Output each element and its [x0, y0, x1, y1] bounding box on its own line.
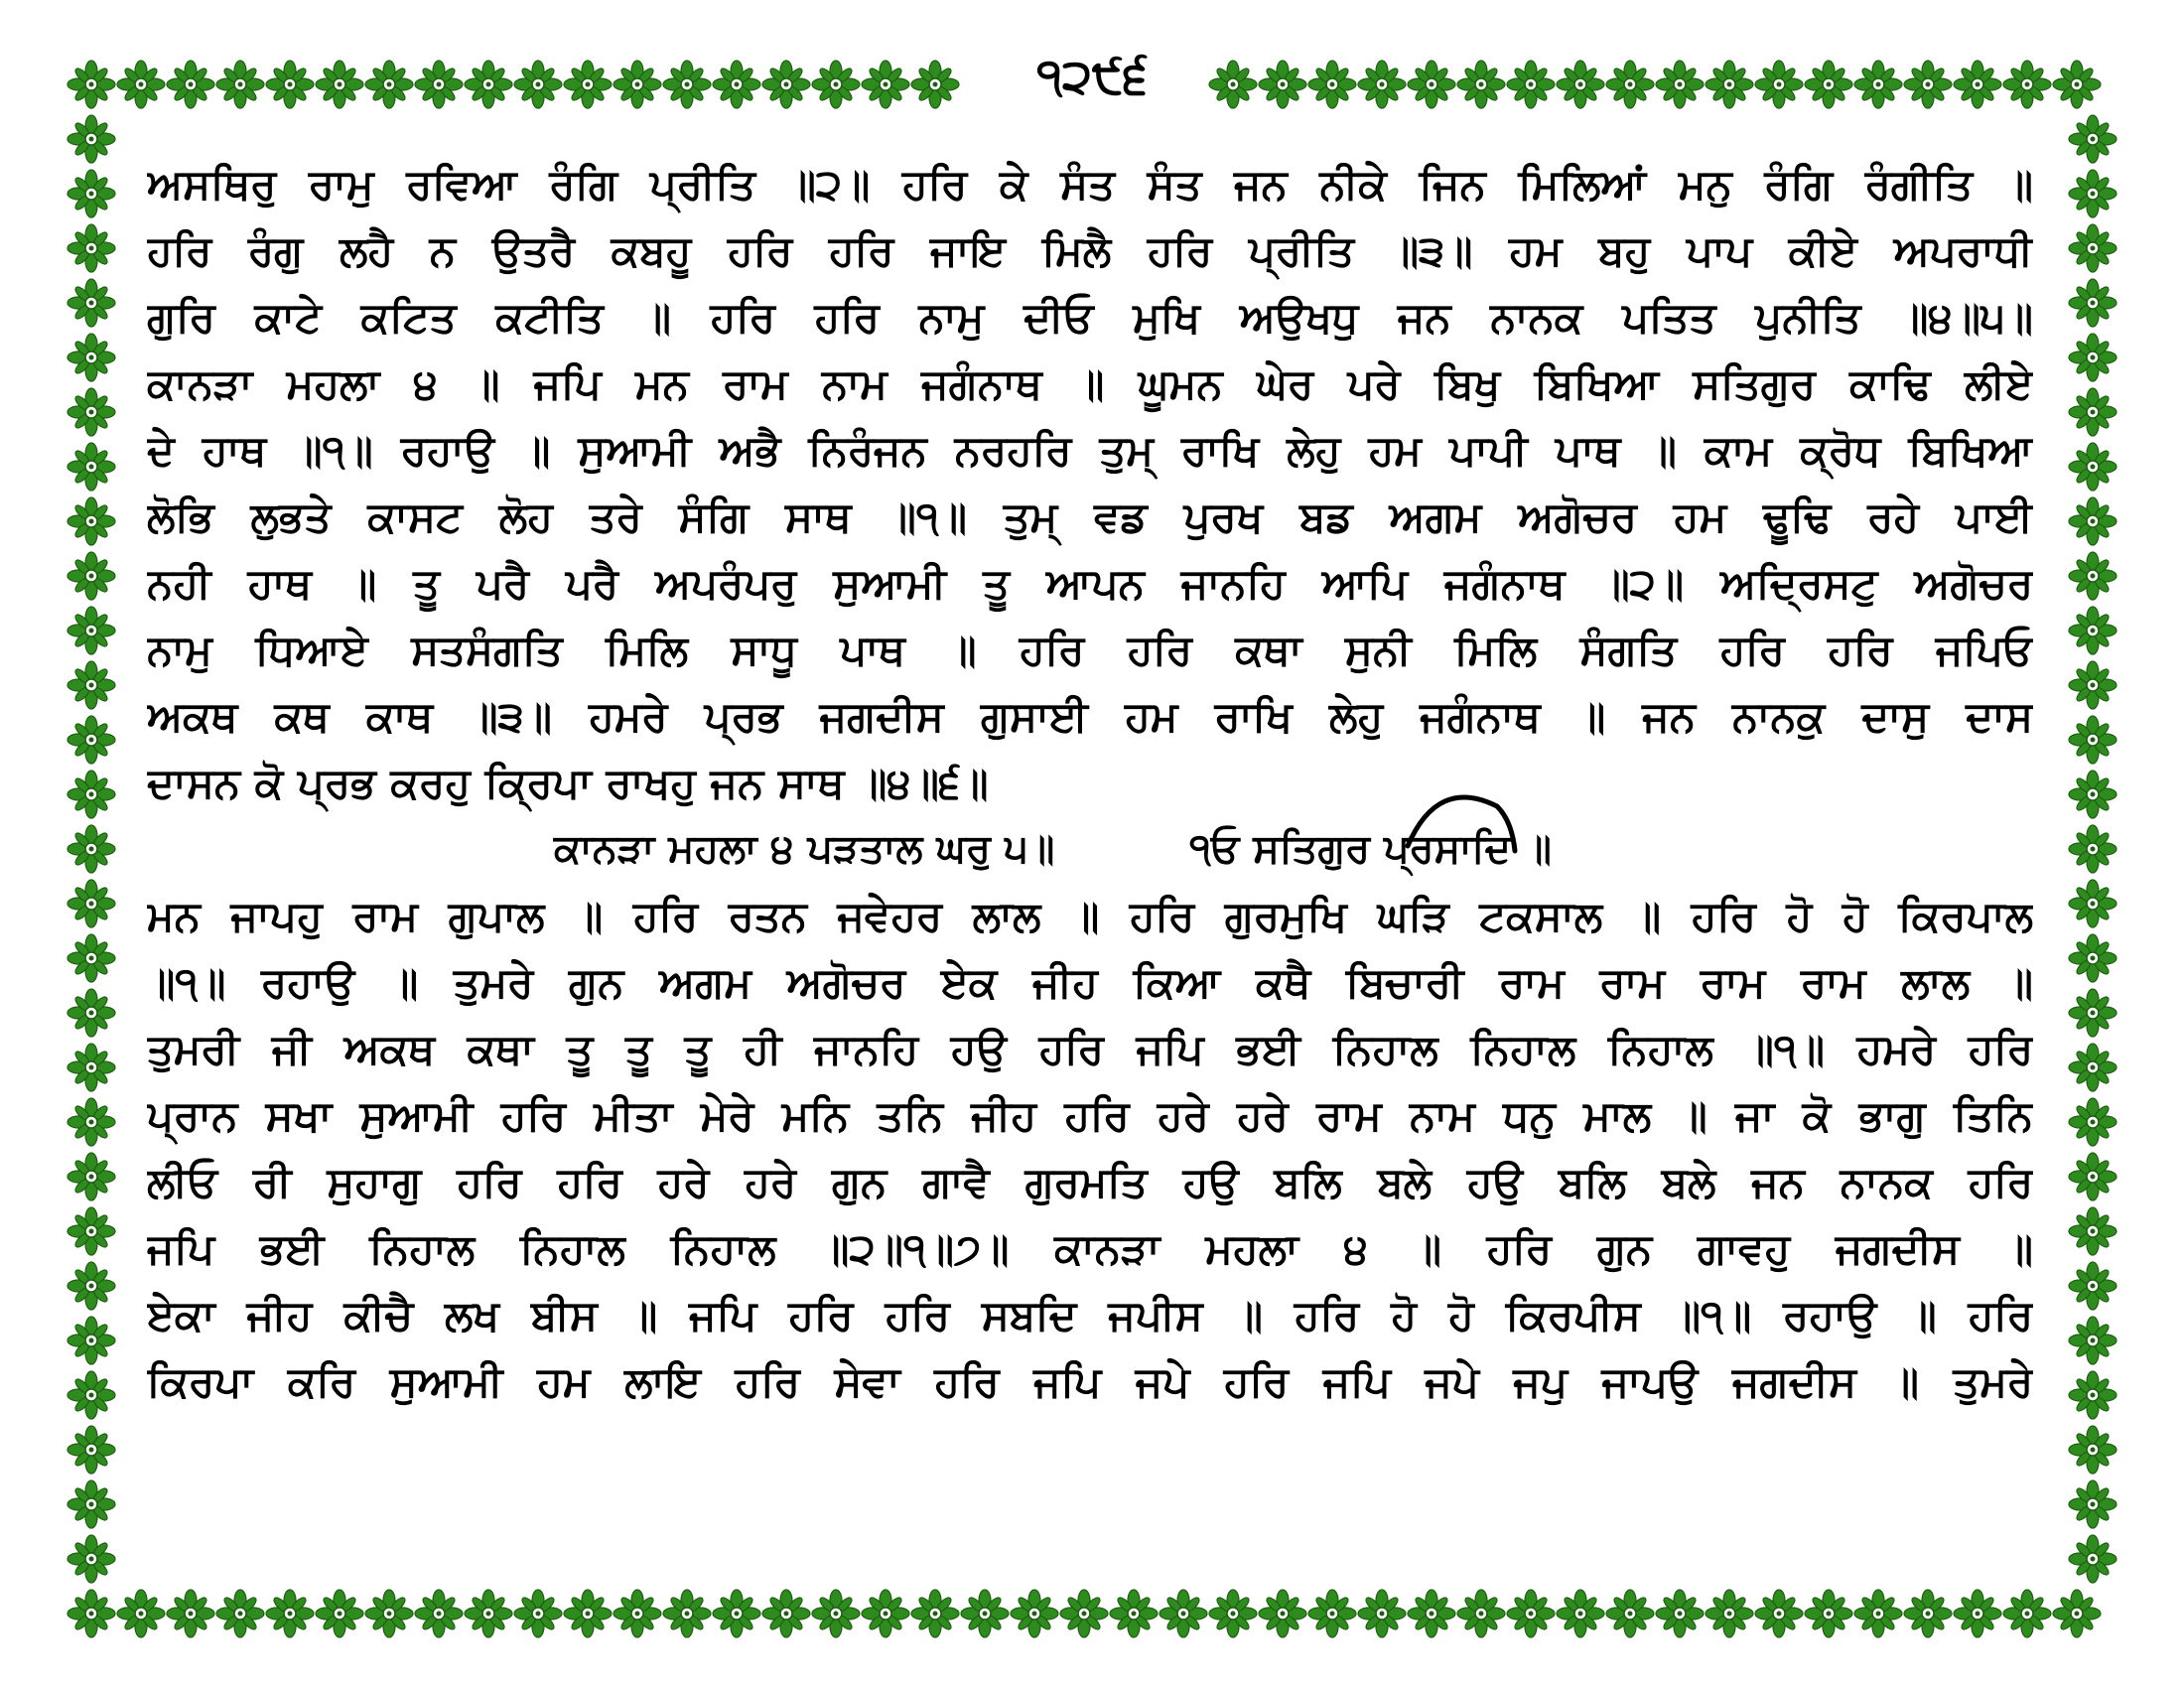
- flower-vine-icon: [2069, 279, 2116, 327]
- flower-vine-icon: [663, 1590, 711, 1637]
- flower-vine-icon: [68, 170, 115, 217]
- flower-vine-icon: [216, 61, 264, 108]
- flower-vine-icon: [2069, 388, 2116, 436]
- page-number: ੧੨੯੬: [993, 42, 1191, 111]
- flower-vine-icon: [2069, 170, 2116, 217]
- flower-vine-icon: [68, 279, 115, 327]
- flower-vine-icon: [862, 1590, 909, 1637]
- flower-vine-icon: [1656, 1590, 1704, 1637]
- flower-vine-icon: [911, 1590, 959, 1637]
- flower-vine-icon: [68, 1371, 115, 1419]
- text-line: ਹਰਿ ਰੰਗੁ ਲਹੈ ਨ ਉਤਰੈ ਕਬਹੂ ਹਰਿ ਹਰਿ ਜਾਇ ਮਿਲੈ ਹਰਿ ਪ੍ਰੀਤਿ ॥੩॥ ਹਮ ਬਹੁ ਪਾਪ ਕੀਏ ਅਪਰਾਧੀ: [147, 226, 2033, 275]
- flower-vine-icon: [713, 61, 760, 108]
- flower-vine-icon: [1755, 61, 1803, 108]
- flower-vine-icon: [2003, 1590, 2051, 1637]
- flower-vine-icon: [564, 1590, 612, 1637]
- flower-vine-icon: [68, 552, 115, 600]
- flower-vine-icon: [68, 771, 115, 818]
- flower-vine-icon: [365, 1590, 413, 1637]
- section-heading: [147, 816, 2033, 883]
- flower-vine-icon: [68, 989, 115, 1037]
- flower-vine-icon: [68, 825, 115, 873]
- flower-vine-icon: [614, 1590, 661, 1637]
- text-line: ਮਨ ਜਾਪਹੁ ਰਾਮ ਗੁਪਾਲ ॥ ਹਰਿ ਰਤਨ ਜਵੇਹਰ ਲਾਲ ॥ ਹਰਿ ਗੁਰਮੁਖਿ ਘੜਿ ਟਕਸਾਲ ॥ ਹਰਿ ਹੋ ਹੋ ਕਿਰਪਾਲ: [147, 892, 2033, 940]
- flower-vine-icon: [465, 61, 512, 108]
- flower-vine-icon: [1507, 61, 1555, 108]
- flower-vine-icon: [2053, 1590, 2101, 1637]
- flower-vine-icon: [1606, 61, 1654, 108]
- flower-vine-icon: [2069, 115, 2116, 163]
- flower-vine-icon: [2069, 1098, 2116, 1146]
- flower-vine-icon: [2003, 61, 2051, 108]
- flower-vine-icon: [266, 1590, 314, 1637]
- flower-vine-icon: [68, 716, 115, 764]
- flower-vine-icon: [68, 334, 115, 381]
- flower-vine-icon: [68, 1426, 115, 1474]
- flower-vine-icon: [68, 1044, 115, 1091]
- flower-vine-icon: [1259, 61, 1306, 108]
- flower-vine-icon: [415, 61, 463, 108]
- flower-vine-icon: [862, 61, 909, 108]
- flower-vine-icon: [2069, 1426, 2116, 1474]
- flower-vine-icon: [2069, 497, 2116, 545]
- text-line: ਏਕਾ ਜੀਹ ਕੀਚੈ ਲਖ ਬੀਸ ॥ ਜਪਿ ਹਰਿ ਹਰਿ ਸਬਦਿ ਜਪੀਸ ॥ ਹਰਿ ਹੋ ਹੋ ਕਿਰਪੀਸ ॥੧॥ ਰਹਾਉ ॥ ਹਰਿ: [147, 1291, 2033, 1339]
- flower-vine-icon: [216, 1590, 264, 1637]
- text-line: ਨਹੀ ਹਾਥ ॥ ਤੂ ਪਰੈ ਪਰੈ ਅਪਰੰਪਰੁ ਸੁਆਮੀ ਤੂ ਆਪਨ ਜਾਨਹਿ ਆਪਿ ਜਗੰਨਾਥ ॥੨॥ ਅਦ੍ਰਿਸਟੁ ਅਗੋਚਰ: [147, 559, 2033, 608]
- text-line: ॥੧॥ ਰਹਾਉ ॥ ਤੁਮਰੇ ਗੁਨ ਅਗਮ ਅਗੋਚਰ ਏਕ ਜੀਹ ਕਿਆ ਕਥੈ ਬਿਚਾਰੀ ਰਾਮ ਰਾਮ ਰਾਮ ਰਾਮ ਲਾਲ ॥: [147, 958, 2033, 1007]
- flower-vine-icon: [2069, 1317, 2116, 1364]
- flower-vine-icon: [68, 497, 115, 545]
- flower-vine-icon: [1954, 61, 2001, 108]
- flower-vine-icon: [1060, 1590, 1108, 1637]
- flower-vine-icon: [68, 61, 115, 108]
- flower-vine-icon: [614, 61, 661, 108]
- flower-vine-icon: [1805, 1590, 1852, 1637]
- flower-vine-icon: [1755, 1590, 1803, 1637]
- heading-mool-mantar: ੧ਓ ਸਤਿਗੁਰ ਪ੍ਰਸਾਦਿ ॥: [1189, 826, 1552, 872]
- flower-vine-icon: [514, 1590, 562, 1637]
- flower-vine-icon: [1408, 1590, 1455, 1637]
- flower-vine-icon: [2069, 771, 2116, 818]
- flower-vine-icon: [365, 61, 413, 108]
- flower-vine-icon: [961, 1590, 1009, 1637]
- flower-vine-icon: [2069, 224, 2116, 272]
- flower-vine-icon: [2069, 934, 2116, 982]
- flower-vine-icon: [68, 224, 115, 272]
- flower-vine-icon: [1209, 61, 1257, 108]
- flower-vine-icon: [812, 1590, 860, 1637]
- flower-vine-icon: [1457, 1590, 1505, 1637]
- flower-vine-icon: [68, 1535, 115, 1583]
- verse-block-1: [147, 151, 2033, 816]
- text-line: ਲੋਭਿ ਲੁਭਤੇ ਕਾਸਟ ਲੋਹ ਤਰੇ ਸੰਗਿ ਸਾਥ ॥੧॥ ਤੁਮ੍ ਵਡ ਪੁਰਖ ਬਡ ਅਗਮ ਅਗੋਚਰ ਹਮ ਢੂਢਿ ਰਹੇ ਪਾਈ: [147, 492, 2033, 541]
- flower-vine-icon: [68, 661, 115, 709]
- flower-vine-icon: [1308, 61, 1356, 108]
- flower-vine-icon: [167, 1590, 214, 1637]
- flower-vine-icon: [117, 61, 165, 108]
- flower-vine-icon: [1358, 1590, 1406, 1637]
- flower-vine-icon: [68, 880, 115, 927]
- flower-vine-icon: [2069, 880, 2116, 927]
- flower-vine-icon: [2069, 443, 2116, 491]
- flower-vine-icon: [911, 61, 959, 108]
- text-line: ਦਾਸਨ ਕੋ ਪ੍ਰਭ ਕਰਹੁ ਕ੍ਰਿਪਾ ਰਾਖਹੁ ਜਨ ਸਾਥ ॥੪॥੬॥: [147, 759, 989, 807]
- flower-vine-icon: [266, 61, 314, 108]
- flower-vine-icon: [2069, 607, 2116, 654]
- flower-vine-icon: [2069, 1044, 2116, 1091]
- flower-vine-icon: [2053, 61, 2101, 108]
- flower-vine-icon: [2069, 1480, 2116, 1528]
- flower-vine-icon: [465, 1590, 512, 1637]
- flower-vine-icon: [2069, 716, 2116, 764]
- flower-vine-icon: [68, 934, 115, 982]
- flower-vine-icon: [514, 61, 562, 108]
- flower-vine-icon: [68, 115, 115, 163]
- flower-vine-icon: [1805, 61, 1852, 108]
- flower-vine-icon: [1160, 1590, 1207, 1637]
- flower-vine-icon: [1854, 61, 1902, 108]
- flower-vine-icon: [762, 61, 810, 108]
- flower-vine-icon: [1209, 1590, 1257, 1637]
- text-line: ਲੀਓ ਰੀ ਸੁਹਾਗੁ ਹਰਿ ਹਰਿ ਹਰੇ ਹਰੇ ਗੁਨ ਗਾਵੈ ਗੁਰਮਤਿ ਹਉ ਬਲਿ ਬਲੇ ਹਉ ਬਲਿ ਬਲੇ ਜਨ ਨਾਨਕ ਹਰਿ: [147, 1158, 2033, 1206]
- flower-vine-icon: [1904, 61, 1952, 108]
- flower-vine-icon: [167, 61, 214, 108]
- flower-vine-icon: [1507, 1590, 1555, 1637]
- flower-vine-icon: [1954, 1590, 2001, 1637]
- flower-vine-icon: [663, 61, 711, 108]
- flower-vine-icon: [68, 1262, 115, 1310]
- text-line: ਅਕਥ ਕਥ ਕਾਥ ॥੩॥ ਹਮਰੇ ਪ੍ਰਭ ਜਗਦੀਸ ਗੁਸਾਈ ਹਮ ਰਾਖਿ ਲੇਹੁ ਜਗੰਨਾਥ ॥ ਜਨ ਨਾਨਕੁ ਦਾਸੁ ਦਾਸ: [147, 692, 2033, 741]
- flower-vine-icon: [762, 1590, 810, 1637]
- text-line: ਤੁਮਰੀ ਜੀ ਅਕਥ ਕਥਾ ਤੂ ਤੂ ਤੂ ਹੀ ਜਾਨਹਿ ਹਉ ਹਰਿ ਜਪਿ ਭਈ ਨਿਹਾਲ ਨਿਹਾਲ ਨਿਹਾਲ ॥੧॥ ਹਮਰੇ ਹਰਿ: [147, 1025, 2033, 1073]
- text-line: ਗੁਰਿ ਕਾਟੇ ਕਟਿਤ ਕਟੀਤਿ ॥ ਹਰਿ ਹਰਿ ਨਾਮੁ ਦੀਓ ਮੁਖਿ ਅਉਖਧੁ ਜਨ ਨਾਨਕ ਪਤਿਤ ਪੁਨੀਤਿ ॥੪॥੫॥: [147, 293, 2033, 342]
- flower-vine-icon: [68, 443, 115, 491]
- flower-vine-icon: [316, 61, 363, 108]
- flower-vine-icon: [2069, 661, 2116, 709]
- flower-vine-icon: [1110, 1590, 1158, 1637]
- flower-vine-icon: [2069, 1262, 2116, 1310]
- flower-vine-icon: [1656, 61, 1704, 108]
- flower-vine-icon: [1706, 61, 1753, 108]
- flower-vine-icon: [1259, 1590, 1306, 1637]
- flower-vine-icon: [564, 61, 612, 108]
- flower-vine-icon: [2069, 334, 2116, 381]
- text-line: ਨਾਮੁ ਧਿਆਏ ਸਤਸੰਗਤਿ ਮਿਲਿ ਸਾਧੂ ਪਾਥ ॥ ਹਰਿ ਹਰਿ ਕਥਾ ਸੁਨੀ ਮਿਲਿ ਸੰਗਤਿ ਹਰਿ ਹਰਿ ਜਪਿਓ: [147, 626, 2033, 674]
- scripture-text: [147, 151, 2033, 1415]
- flower-vine-icon: [1706, 1590, 1753, 1637]
- text-line: ਕਿਰਪਾ ਕਰਿ ਸੁਆਮੀ ਹਮ ਲਾਇ ਹਰਿ ਸੇਵਾ ਹਰਿ ਜਪਿ ਜਪੇ ਹਰਿ ਜਪਿ ਜਪੇ ਜਪੁ ਜਾਪਉ ਜਗਦੀਸ ॥ ਤੁਮਰੇ: [147, 1357, 2033, 1406]
- text-line: ਦੇ ਹਾਥ ॥੧॥ ਰਹਾਉ ॥ ਸੁਆਮੀ ਅਭੈ ਨਿਰੰਜਨ ਨਰਹਰਿ ਤੁਮ੍ ਰਾਖਿ ਲੇਹੁ ਹਮ ਪਾਪੀ ਪਾਥ ॥ ਕਾਮ ਕ੍ਰੋਧ ਬਿਖਿਆ: [147, 426, 2033, 475]
- flower-vine-icon: [2069, 552, 2116, 600]
- flower-vine-icon: [68, 1153, 115, 1200]
- flower-vine-icon: [2069, 989, 2116, 1037]
- flower-vine-icon: [2069, 1153, 2116, 1200]
- flower-vine-icon: [68, 1480, 115, 1528]
- verse-block-2: [147, 883, 2033, 1415]
- flower-vine-icon: [68, 1317, 115, 1364]
- flower-vine-icon: [68, 607, 115, 654]
- flower-vine-icon: [1308, 1590, 1356, 1637]
- flower-vine-icon: [1408, 61, 1455, 108]
- flower-vine-icon: [2069, 1207, 2116, 1255]
- flower-vine-icon: [2069, 1535, 2116, 1583]
- flower-vine-icon: [415, 1590, 463, 1637]
- flower-vine-icon: [117, 1590, 165, 1637]
- flower-vine-icon: [316, 1590, 363, 1637]
- flower-vine-icon: [68, 388, 115, 436]
- flower-vine-icon: [1358, 61, 1406, 108]
- flower-vine-icon: [1557, 1590, 1604, 1637]
- flower-vine-icon: [2069, 825, 2116, 873]
- flower-vine-icon: [713, 1590, 760, 1637]
- flower-vine-icon: [68, 1098, 115, 1146]
- flower-vine-icon: [68, 1207, 115, 1255]
- text-line: ਜਪਿ ਭਈ ਨਿਹਾਲ ਨਿਹਾਲ ਨਿਹਾਲ ॥੨॥੧॥੭॥ ਕਾਨੜਾ ਮਹਲਾ ੪ ॥ ਹਰਿ ਗੁਨ ਗਾਵਹੁ ਜਗਦੀਸ ॥: [147, 1224, 2033, 1273]
- heading-raag: ਕਾਨੜਾ ਮਹਲਾ ੪ ਪੜਤਾਲ ਘਰੁ ੫॥: [554, 826, 1055, 872]
- flower-vine-icon: [1011, 1590, 1058, 1637]
- text-line: ਕਾਨੜਾ ਮਹਲਾ ੪ ॥ ਜਪਿ ਮਨ ਰਾਮ ਨਾਮ ਜਗੰਨਾਥ ॥ ਘੂਮਨ ਘੇਰ ਪਰੇ ਬਿਖੁ ਬਿਖਿਆ ਸਤਿਗੁਰ ਕਾਢਿ ਲੀਏ: [147, 359, 2033, 408]
- text-line: ਅਸਥਿਰੁ ਰਾਮੁ ਰਵਿਆ ਰੰਗਿ ਪ੍ਰੀਤਿ ॥੨॥ ਹਰਿ ਕੇ ਸੰਤ ਸੰਤ ਜਨ ਨੀਕੇ ਜਿਨ ਮਿਲਿਆਂ ਮਨੁ ਰੰਗਿ ਰੰਗੀਤਿ ॥: [147, 160, 2033, 209]
- flower-vine-icon: [1904, 1590, 1952, 1637]
- flower-vine-icon: [812, 61, 860, 108]
- text-line: ਪ੍ਰਾਨ ਸਖਾ ਸੁਆਮੀ ਹਰਿ ਮੀਤਾ ਮੇਰੇ ਮਨਿ ਤਨਿ ਜੀਹ ਹਰਿ ਹਰੇ ਹਰੇ ਰਾਮ ਨਾਮ ਧਨੁ ਮਾਲ ॥ ਜਾ ਕੋ ਭਾਗੁ ਤਿਨਿ: [147, 1091, 2033, 1140]
- flower-vine-icon: [1606, 1590, 1654, 1637]
- flower-vine-icon: [1854, 1590, 1902, 1637]
- flower-vine-icon: [1557, 61, 1604, 108]
- flower-vine-icon: [1457, 61, 1505, 108]
- flower-vine-icon: [2069, 1371, 2116, 1419]
- flower-vine-icon: [68, 1590, 115, 1637]
